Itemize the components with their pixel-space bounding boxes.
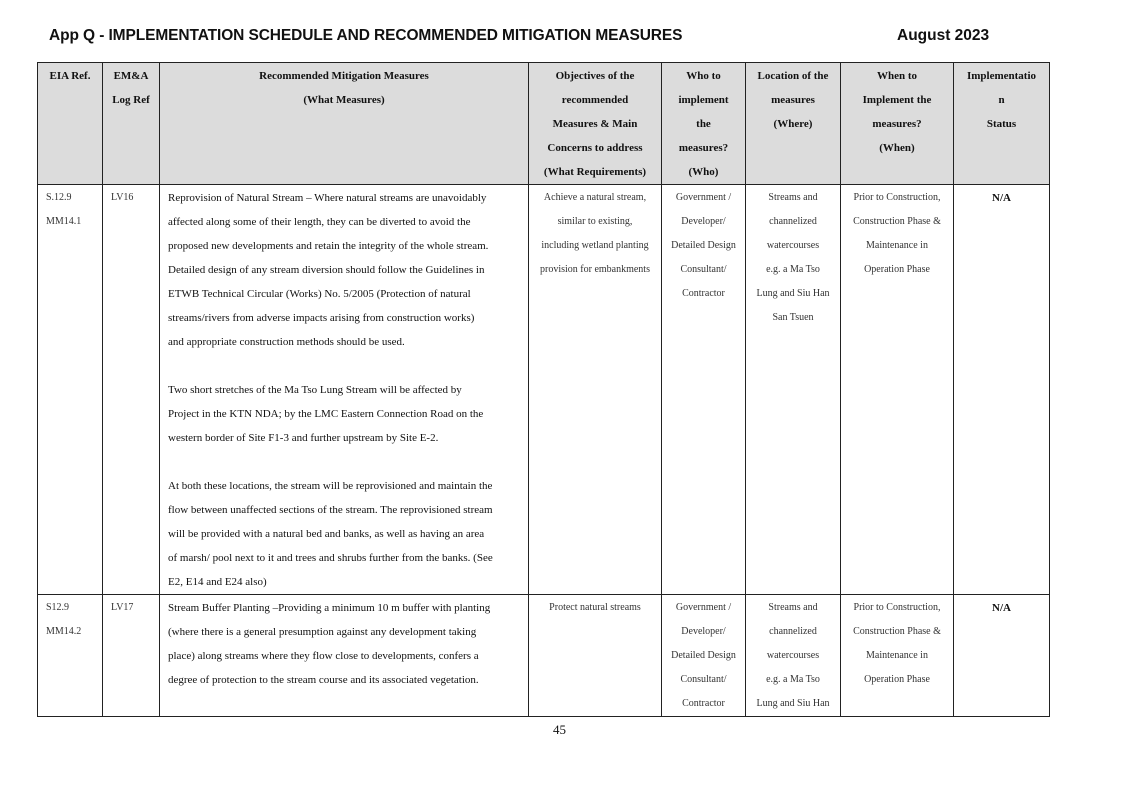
who-line: Contractor [682,288,725,299]
cell-when [841,185,954,595]
cell-eia-ref [38,595,103,717]
where-line: Lung and Siu Han [756,698,830,709]
header-line: EIA Ref. [49,70,91,82]
where-line: watercourses [766,240,820,251]
measure-line: affected along some of their length, they can be diverted to avoid the [168,216,471,228]
who-line: Developer/ [681,626,726,637]
measure-line: Detailed design of any stream diversion should follow the Guidelines in [168,264,485,276]
where-line: watercourses [766,650,820,661]
objective-line: Protect natural streams [549,602,641,613]
measure-line: streams/rivers from adverse impacts arising from construction works) [168,312,475,324]
header-line: (Who) [688,166,719,178]
cell-when [841,595,954,717]
who-line: Contractor [682,698,725,709]
header-line: implement [678,94,729,106]
cell-where [746,185,841,595]
when-line: Construction Phase & [853,216,941,227]
header-line: Status [986,118,1017,130]
cell-where [746,595,841,717]
header-line: (When) [879,142,915,154]
objective-line: similar to existing, [557,216,633,227]
eia-ref-line: S12.9 [46,602,70,613]
measure-line: Reprovision of Natural Stream – Where natural streams are unavoidably [168,192,487,204]
where-line: channelized [769,216,817,227]
page-number: 45 [553,722,566,737]
header-line: Implementatio [966,70,1037,82]
table-row [38,595,1050,717]
header-implementation-status [954,63,1050,185]
header-line: Who to [686,70,721,82]
header-line: the [696,118,711,130]
measure-line: E2, E14 and E24 also) [168,576,267,588]
header-location [746,63,841,185]
measure-line: Two short stretches of the Ma Tso Lung Stream will be affected by [168,384,462,396]
objective-line: Achieve a natural stream, [543,192,647,203]
who-line: Government / [675,192,732,203]
where-line: Streams and [768,602,818,613]
header-line: (What Requirements) [543,166,647,178]
cell-ema-log-ref: LV17 [103,595,160,717]
objective-line: including wetland planting [541,240,649,251]
document-date: August 2023 [897,27,990,44]
where-line: e.g. a Ma Tso [766,674,820,685]
header-line: Log Ref [112,94,150,106]
eia-ref-line: MM14.1 [46,216,82,227]
who-line: Detailed Design [671,650,736,661]
cell-status: N/A [954,595,1050,717]
cell-objectives [529,595,662,717]
cell-ema-log-ref: LV16 [103,185,160,595]
header-line: (Where) [773,118,813,130]
header-line: Concerns to address [547,142,643,154]
header-line: measures? [678,142,729,154]
objective-line: provision for embankments [540,264,650,275]
header-line: measures [771,94,815,106]
header-line: (What Measures) [303,94,385,106]
where-line: channelized [769,626,817,637]
measure-line: degree of protection to the stream course and its associated vegetation. [168,674,479,686]
measure-line: proposed new developments and retain the integrity of the whole stream. [168,240,489,252]
measure-line: flow between unaffected sections of the stream. The reprovisioned stream [168,504,493,516]
cell-who [662,185,746,595]
header-ema-log-ref [103,63,160,185]
measure-line: Stream Buffer Planting –Providing a minimum 10 m buffer with planting [168,602,491,614]
header-line: measures? [872,118,922,130]
header-line: n [998,94,1005,106]
when-line: Operation Phase [864,264,930,275]
table-header-row [38,63,1050,185]
header-line: EM&A [113,70,149,82]
measure-line: of marsh/ pool next to it and trees and shrubs further from the banks. (See [168,552,493,564]
when-line: Maintenance in [866,650,928,661]
when-line: Construction Phase & [853,626,941,637]
who-line: Consultant/ [680,264,727,275]
header-objectives [529,63,662,185]
when-line: Maintenance in [866,240,928,251]
header-line: When to [876,70,918,82]
who-line: Consultant/ [680,674,727,685]
measure-line: western border of Site F1-3 and further upstream by Site E-2. [168,432,439,444]
cell-who [662,595,746,717]
who-line: Government / [675,602,732,613]
when-line: Operation Phase [864,674,930,685]
where-line: e.g. a Ma Tso [766,264,820,275]
measure-line: (where there is a general presumption against any development taking [168,626,477,638]
cell-mitigation-measures [160,595,529,717]
when-line: Prior to Construction, [853,602,941,613]
measure-line: At both these locations, the stream will be reprovisioned and maintain the [168,480,493,492]
header-line: Location of the [757,70,829,82]
eia-ref-line: MM14.2 [46,626,82,637]
where-line: San Tsuen [772,312,814,323]
measure-line: place) along streams where they flow close to developments, confers a [168,650,479,662]
header-mitigation-measures [160,63,529,185]
measure-line: Project in the KTN NDA; by the LMC Eastern Connection Road on the [168,408,484,420]
who-line: Detailed Design [671,240,736,251]
header-line: Recommended Mitigation Measures [259,70,429,82]
table-row [38,185,1050,595]
eia-ref-line: S.12.9 [46,192,72,203]
who-line: Developer/ [681,216,726,227]
measure-line: ETWB Technical Circular (Works) No. 5/2005 (Protection of natural [168,288,471,300]
cell-status: N/A [954,185,1050,595]
header-line: Measures & Main [552,118,638,130]
header-who [662,63,746,185]
when-line: Prior to Construction, [853,192,941,203]
header-line: Objectives of the [555,70,635,82]
header-eia-ref [38,63,103,185]
cell-eia-ref [38,185,103,595]
header-when [841,63,954,185]
document-title: App Q - IMPLEMENTATION SCHEDULE AND RECOMMENDED MITIGATION MEASURES [49,27,683,44]
implementation-schedule-table [37,62,1050,717]
cell-objectives [529,185,662,595]
header-line: recommended [561,94,629,106]
where-line: Lung and Siu Han [756,288,830,299]
paragraph-gap [168,354,528,378]
measure-line: and appropriate construction methods should be used. [168,336,405,348]
cell-mitigation-measures [160,185,529,595]
header-line: Implement the [862,94,932,106]
where-line: Streams and [768,192,818,203]
paragraph-gap [168,450,528,474]
measure-line: will be provided with a natural bed and banks, as well as having an area [168,528,485,540]
